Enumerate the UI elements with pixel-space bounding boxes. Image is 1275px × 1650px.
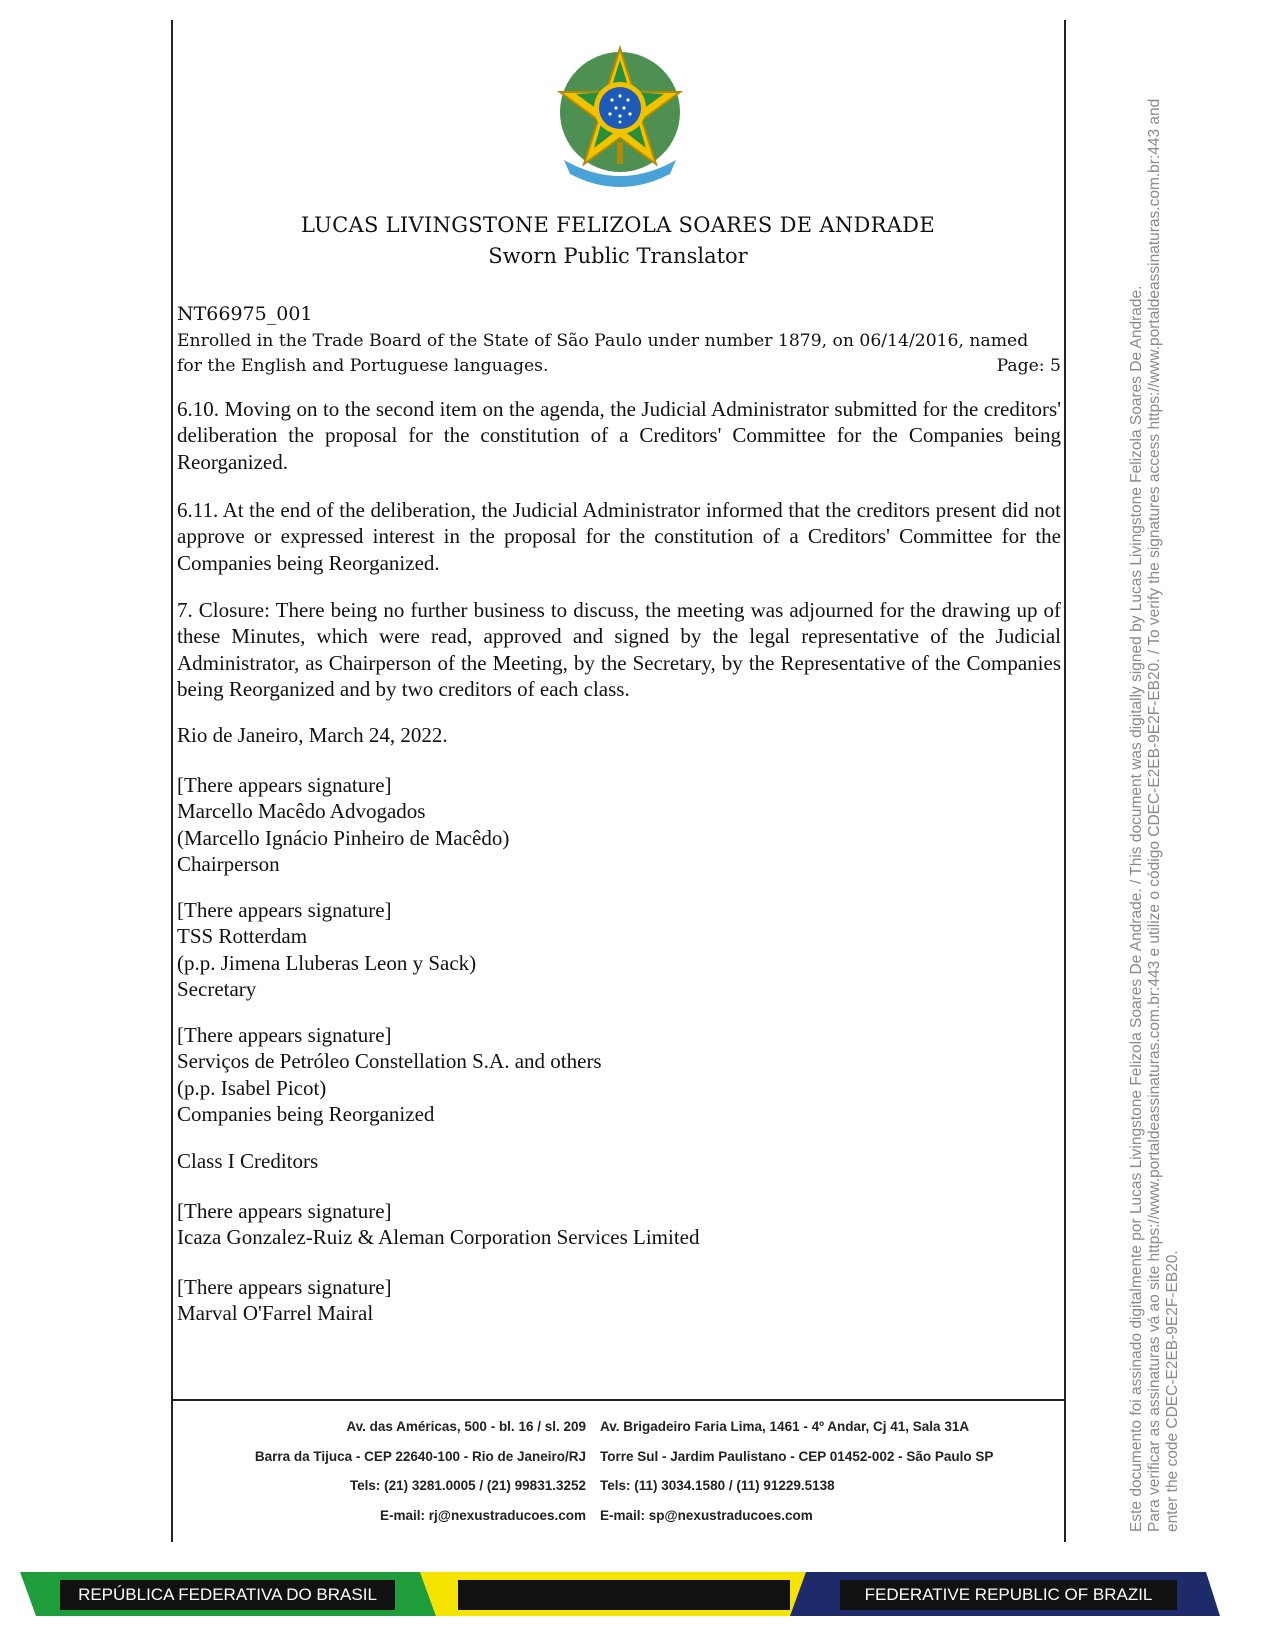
footer-email: E-mail: sp@nexustraducoes.com: [600, 1507, 813, 1523]
digital-signature-notice: [1128, 0, 1182, 1532]
footer-district: Barra da Tijuca - CEP 22640-100 - Rio de Janeiro/RJ: [254, 1448, 586, 1464]
footer-rio-office: [174, 1412, 586, 1530]
footer-phones: Tels: (21) 3281.0005 / (21) 99831.3252: [349, 1478, 586, 1493]
flag-label-portuguese: REPÚBLICA FEDERATIVA DO BRASIL: [60, 1580, 395, 1610]
notice-line-2: Para verificar as assinaturas vá ao site https://www.portaldeassinaturas.com.br:443 e utilize o código CDEC-E2EB-9E2F-EB20. / To verify the signatures access https://www.portaldeassinaturas.com.br:443 and: [1146, 98, 1163, 1532]
signatory-person: (Marcello Ignácio Pinheiro de Macêdo): [177, 825, 510, 850]
document-reference: NT66975_001: [177, 303, 313, 325]
signatory-firm: Marval O'Farrel Mairal: [177, 1301, 374, 1326]
notice-line-1: Este documento foi assinado digitalmente por Lucas Livingstone Felizola Soares De Andrade. / This document was digitally signed by Lucas Livingstone Felizola Soares De Andrade.: [1128, 285, 1145, 1532]
signature-block-chairperson: [177, 772, 1061, 877]
left-border-line: [171, 20, 173, 1542]
signature-block-creditor-2: [177, 1274, 1061, 1327]
translator-title: Sworn Public Translator: [488, 244, 748, 268]
right-border-line: [1064, 20, 1066, 1542]
signature-block-creditor-1: [177, 1198, 1061, 1251]
signature-note: [There appears signature]: [177, 898, 392, 922]
footer-district: Torre Sul - Jardim Paulistano - CEP 01452-002 - São Paulo SP: [600, 1448, 994, 1464]
paragraph-6-11: 6.11. At the end of the deliberation, the Judicial Administrator informed that the creditors present did not approve or expressed interest in the proposal for the constitution of a Creditors' Committee for the Companies being Reorganized.: [177, 498, 1061, 575]
footer-divider: [171, 1399, 1066, 1401]
notice-line-3: enter the code CDEC-E2EB-9E2F-EB20.: [1164, 1250, 1181, 1532]
flag-label-english: FEDERATIVE REPUBLIC OF BRAZIL: [840, 1580, 1177, 1610]
signature-note: [There appears signature]: [177, 773, 392, 797]
signature-note: [There appears signature]: [177, 1023, 392, 1047]
signature-note: [There appears signature]: [177, 1275, 392, 1299]
page-number: Page: 5: [996, 356, 1061, 376]
signature-block-companies: [177, 1022, 1061, 1127]
signatory-firm: Serviços de Petróleo Constellation S.A. and others: [177, 1049, 602, 1074]
coat-of-arms-of-brazil-icon: [550, 42, 690, 192]
paragraph-7-closure: 7. Closure: There being no further business to discuss, the meeting was adjourned for the drawing up of these Minutes, which were read, approved and signed by the legal representative of the Judicial Administrator, as Chairperson of the Meeting, by the Secretary, by the Representative of the Companies being Reorganized and by two creditors of each class.: [177, 598, 1061, 701]
footer-sao-paulo-office: [600, 1412, 1070, 1530]
flag-center-panel: [458, 1580, 790, 1610]
enrollment-line-1: Enrolled in the Trade Board of the State of São Paulo under number 1879, on 06/14/2016, named: [177, 331, 1029, 351]
signatory-role: Secretary: [177, 976, 257, 1001]
paragraph-6-10: 6.10. Moving on to the second item on the agenda, the Judicial Administrator submitted for the creditors' deliberation the proposal for the constitution of a Creditors' Committee for the Companies being Reorganized.: [177, 397, 1061, 474]
translator-name: LUCAS LIVINGSTONE FELIZOLA SOARES DE ANDRADE: [301, 213, 935, 237]
footer-address: Av. das Américas, 500 - bl. 16 / sl. 209: [346, 1419, 586, 1434]
enrollment-statement: [177, 329, 1061, 379]
signatory-person: (p.p. Jimena Lluberas Leon y Sack): [177, 950, 477, 975]
class-heading: Class I Creditors: [177, 1149, 319, 1173]
date-line: Rio de Janeiro, March 24, 2022.: [177, 723, 448, 747]
signatory-role: Chairperson: [177, 851, 280, 876]
signatory-person: (p.p. Isabel Picot): [177, 1075, 327, 1100]
footer-email: E-mail: rj@nexustraducoes.com: [380, 1507, 586, 1523]
signatory-firm: Icaza Gonzalez-Ruiz & Aleman Corporation Services Limited: [177, 1225, 700, 1250]
signatory-firm: Marcello Macêdo Advogados: [177, 799, 426, 824]
signatory-role: Companies being Reorganized: [177, 1101, 435, 1126]
signature-note: [There appears signature]: [177, 1199, 392, 1223]
signatory-firm: TSS Rotterdam: [177, 924, 308, 949]
signature-block-secretary: [177, 897, 1061, 1002]
enrollment-line-2: for the English and Portuguese languages.: [177, 356, 549, 376]
footer-phones: Tels: (11) 3034.1580 / (11) 91229.5138: [600, 1478, 835, 1493]
footer-address: Av. Brigadeiro Faria Lima, 1461 - 4º Andar, Cj 41, Sala 31A: [600, 1419, 970, 1434]
